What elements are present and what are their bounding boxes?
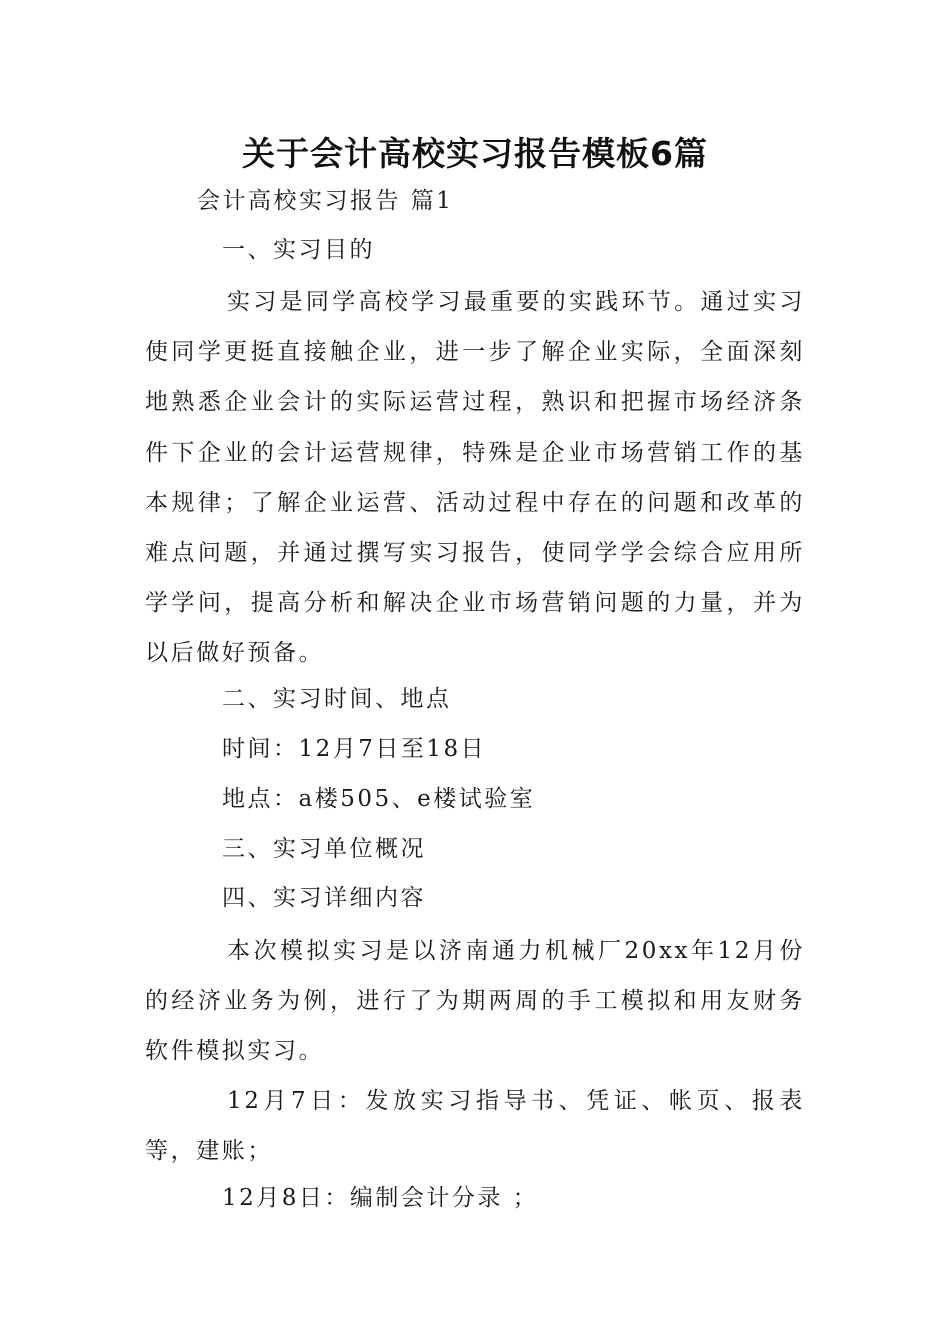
internship-time: 时间：12月7日至18日 (222, 736, 487, 762)
schedule-day-1: 12月7日：发放实习指导书、凭证、帐页、报表等，建账； (145, 1088, 805, 1165)
paragraph-details: 本次模拟实习是以济南通力机械厂20xx年12月份的经济业务为例，进行了为期两周的手工模拟和用友财务软件模拟实习。 (145, 938, 805, 1065)
section-heading-details: 四、实习详细内容 (222, 885, 426, 911)
section-heading-purpose: 一、实习目的 (222, 237, 375, 263)
document-title: 关于会计高校实习报告模板6篇 (242, 134, 708, 173)
internship-place: 地点：a楼505、e楼试验室 (222, 786, 536, 812)
report-subtitle: 会计高校实习报告 篇1 (197, 188, 454, 214)
section-heading-time-place: 二、实习时间、地点 (222, 686, 452, 712)
paragraph-purpose: 实习是同学高校学习最重要的实践环节。通过实习使同学更挺直接触企业，进一步了解企业实际，全面深刻地熟悉企业会计的实际运营过程，熟识和把握市场经济条件下企业的会计运营规律，特殊是企业市场营销工作的基本规律；了解企业运营、活动过程中存在的问题和改革的难点问题，并通过撰写实习报告，使同学学会综合应用所学学问，提高分析和解决企业市场营销问题的力量，并为以后做好预备。 (145, 289, 805, 667)
section-heading-unit-overview: 三、实习单位概况 (222, 836, 426, 862)
schedule-day-2: 12月8日：编制会计分录 ； (222, 1185, 539, 1211)
